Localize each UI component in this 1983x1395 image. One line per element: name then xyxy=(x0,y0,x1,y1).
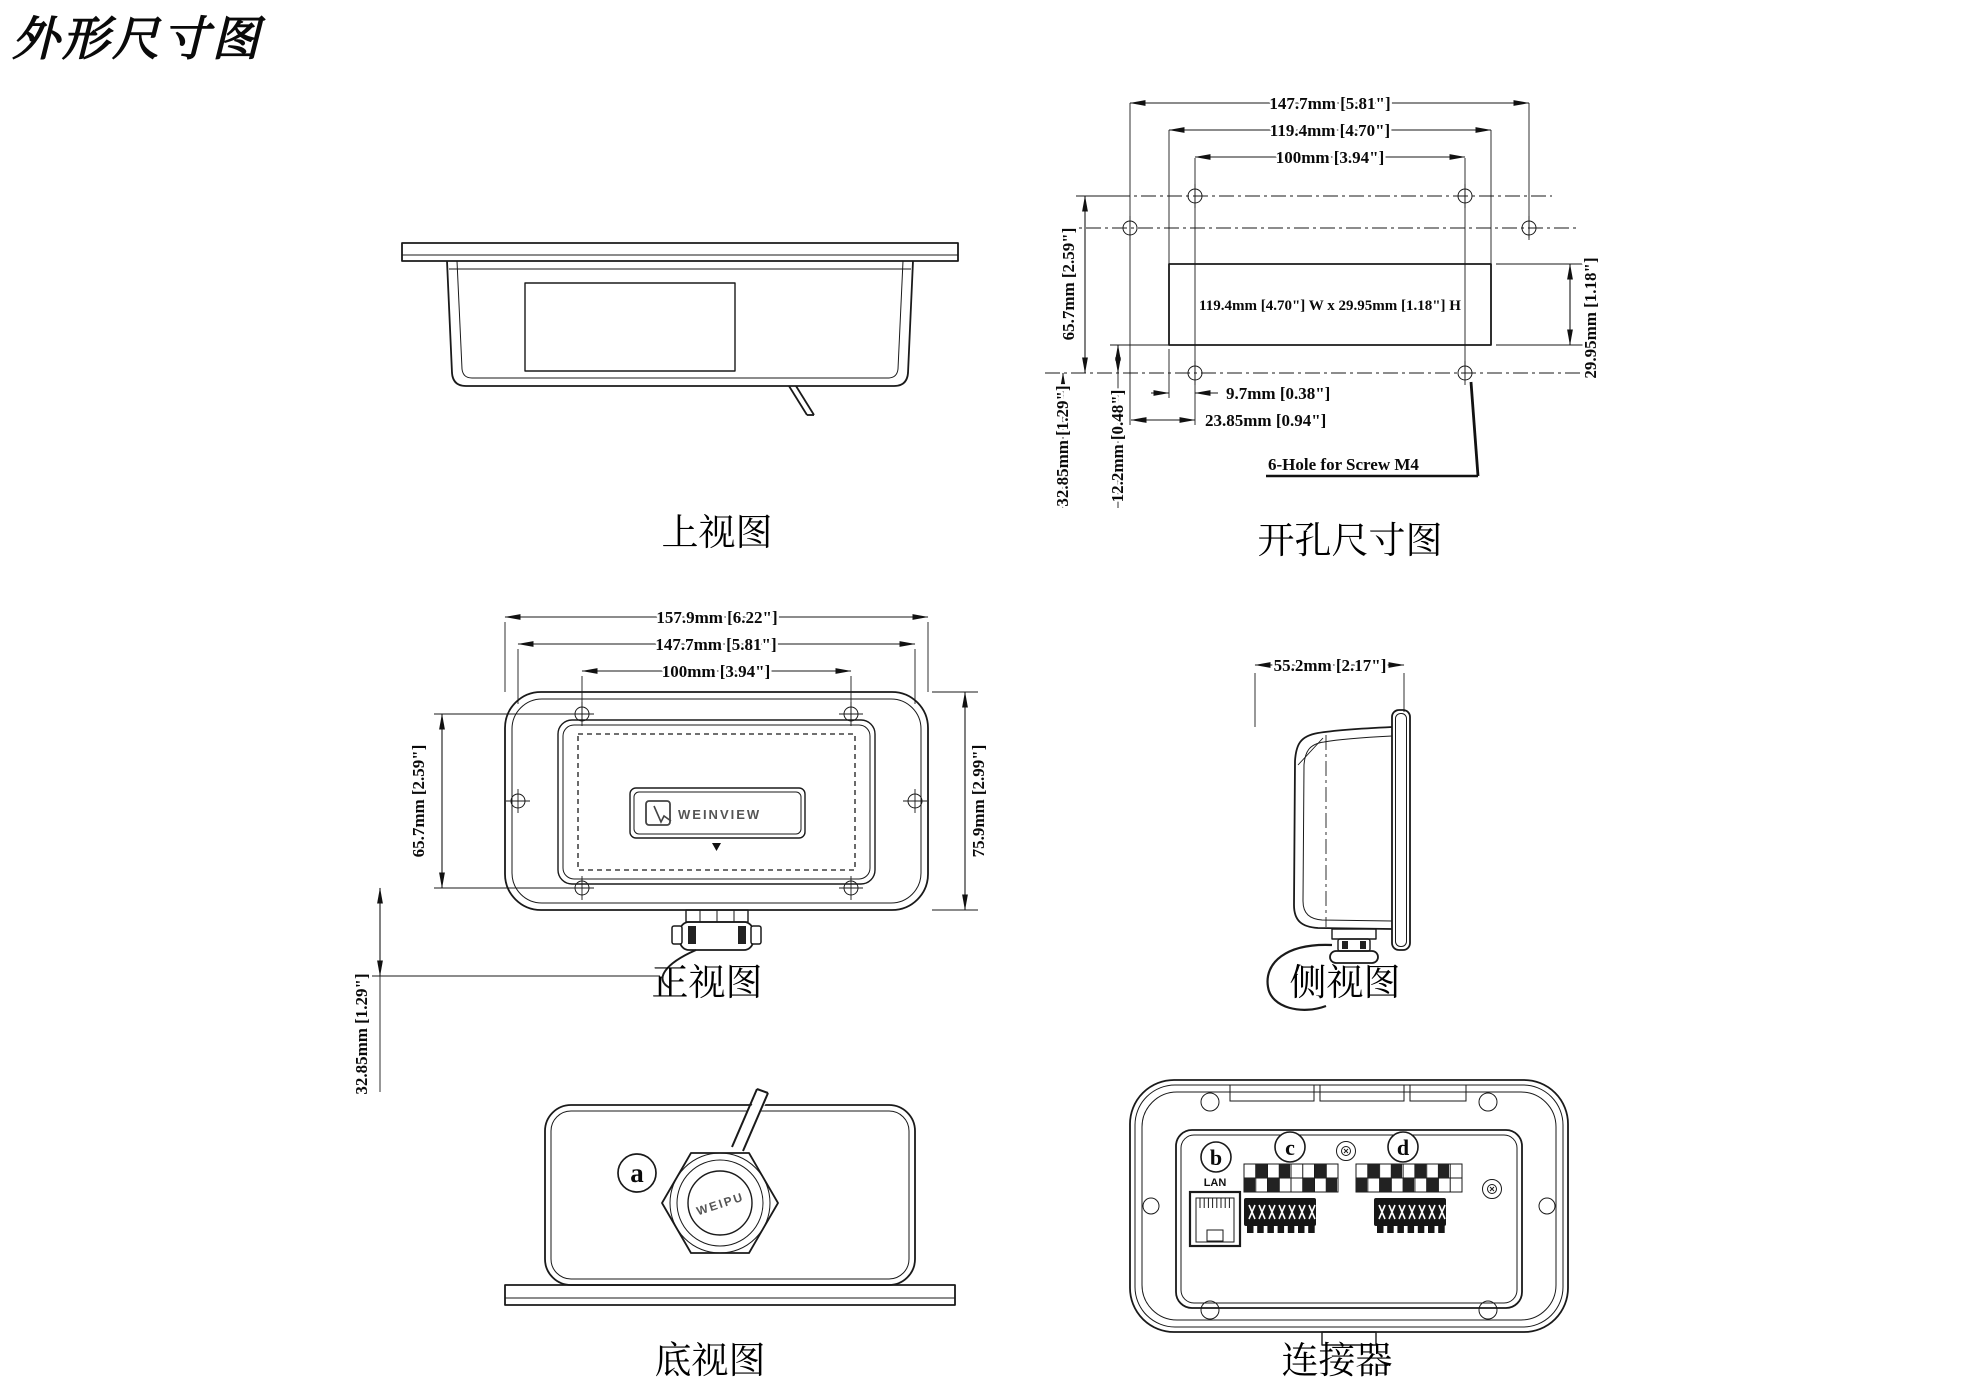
weipu-connector-icon xyxy=(662,1087,778,1253)
side-view-label: 侧视图 xyxy=(1289,961,1401,1004)
side-dim-depth: 55.2mm [2.17"] xyxy=(1273,656,1387,675)
page-title: 外形尺寸图 xyxy=(12,12,262,67)
cutout-opening-size-text: 119.4mm [4.70"] W x 29.95mm [1.18"] H xyxy=(1199,298,1461,314)
cutout-dim-offset-small: 9.7mm [0.38"] xyxy=(1226,384,1331,403)
cutout-dim-opening-height: 29.95mm [1.18"] xyxy=(1581,257,1600,379)
top-view-body xyxy=(447,261,913,386)
bottom-view-label: 底视图 xyxy=(654,1339,766,1382)
side-flange xyxy=(1392,710,1410,950)
cutout-drawing xyxy=(1030,78,1630,558)
cutout-dim-width-inner: 100mm [3.94"] xyxy=(1275,148,1385,167)
front-dim-width-holes: 100mm [3.94"] xyxy=(661,662,771,681)
cutout-dim-width-mid: 119.4mm [4.70"] xyxy=(1269,121,1391,140)
side-body xyxy=(1294,727,1392,929)
cutout-view-label: 开孔尺寸图 xyxy=(1257,519,1443,562)
front-dim-width-outer: 157.9mm [6.22"] xyxy=(656,608,778,627)
top-view-flange xyxy=(402,243,958,261)
cutout-dim-hole-rows: 65.7mm [2.59"] xyxy=(1059,227,1078,341)
terminal-block-c-icon xyxy=(1244,1198,1316,1230)
front-dim-lower: 32.85mm [1.29"] xyxy=(352,973,371,1095)
front-recess xyxy=(558,720,875,884)
marker-d-letter: d xyxy=(1396,1135,1410,1160)
front-dim-hole-rows: 65.7mm [2.59"] xyxy=(409,744,428,858)
triangle-marker-icon xyxy=(712,843,721,851)
marker-a-letter: a xyxy=(630,1158,644,1188)
marker-c-badge xyxy=(1275,1132,1305,1162)
cutout-mounting-holes xyxy=(1123,184,1536,385)
top-view-label: 上视图 xyxy=(661,511,773,554)
terminal-label-grid-d xyxy=(1356,1164,1462,1192)
cutout-dim-offset-large: 23.85mm [0.94"] xyxy=(1205,411,1327,430)
cutout-dim-gap: 12.2mm [0.48"] xyxy=(1108,389,1127,503)
weipu-brand-text: WEIPU xyxy=(694,1189,746,1219)
note-leader-line xyxy=(1471,382,1478,476)
screw-icon xyxy=(1483,1180,1502,1199)
weinview-logo-text: WEINVIEW xyxy=(678,807,762,822)
marker-c-letter: c xyxy=(1285,1135,1295,1160)
rj45-port-icon xyxy=(1190,1192,1240,1246)
screw-icon xyxy=(1337,1142,1356,1161)
hand-pointer-icon xyxy=(646,801,671,825)
front-view-label: 正视图 xyxy=(651,961,763,1004)
terminal-label-grid-c xyxy=(1244,1164,1338,1192)
cutout-holes-note: 6-Hole for Screw M4 xyxy=(1268,455,1419,474)
marker-a-badge xyxy=(618,1154,656,1192)
cutout-dim-lower: 32.85mm [1.29"] xyxy=(1053,385,1072,507)
front-logo-plate xyxy=(630,788,805,838)
lan-label: LAN xyxy=(1203,1177,1227,1189)
top-view-cable xyxy=(789,386,814,415)
marker-d-badge xyxy=(1388,1132,1418,1162)
terminal-block-d-icon xyxy=(1374,1198,1446,1230)
marker-b-badge xyxy=(1201,1142,1231,1172)
connectors-view-label: 连接器 xyxy=(1281,1339,1393,1382)
top-view-drawing xyxy=(400,225,960,515)
bottom-flange xyxy=(505,1285,955,1305)
cutout-dim-width-outer: 147.7mm [5.81"] xyxy=(1269,94,1391,113)
front-dim-width-flange: 147.7mm [5.81"] xyxy=(655,635,777,654)
front-dim-overall-height: 75.9mm [2.99"] xyxy=(969,744,988,858)
marker-b-letter: b xyxy=(1209,1145,1223,1170)
